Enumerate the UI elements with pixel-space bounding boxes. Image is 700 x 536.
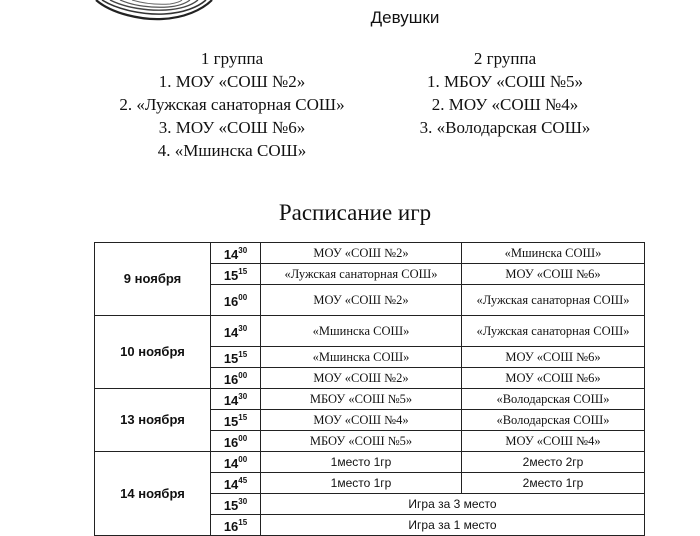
date-cell: 13 ноября xyxy=(95,389,211,452)
final-game-cell: Игра за 1 место xyxy=(261,515,645,536)
team2-cell: «Мшинска СОШ» xyxy=(462,243,645,264)
time-cell: $16^{00}$ xyxy=(211,368,261,389)
time-cell: $14^{45}$ xyxy=(211,473,261,494)
team1-cell: МОУ «СОШ №2» xyxy=(261,243,462,264)
team2-cell: 2место 1гр xyxy=(462,473,645,494)
table-row xyxy=(95,243,645,264)
team2-cell: «Володарская СОШ» xyxy=(462,389,645,410)
team-item: 4. «Мшинска СОШ» xyxy=(157,141,307,160)
team2-cell: МОУ «СОШ №6» xyxy=(462,347,645,368)
team1-cell: МОУ «СОШ №2» xyxy=(261,368,462,389)
team-item: 1. МБОУ «СОШ №5» xyxy=(426,72,584,91)
scribble-graphic xyxy=(92,0,216,22)
table-row xyxy=(95,316,645,347)
date-cell: 10 ноября xyxy=(95,316,211,389)
final-game-cell: Игра за 3 место xyxy=(261,494,645,515)
team1-cell: МБОУ «СОШ №5» xyxy=(261,431,462,452)
team-item: 3. «Володарская СОШ» xyxy=(419,118,591,137)
schedule-table xyxy=(94,242,645,536)
team2-cell: МОУ «СОШ №4» xyxy=(462,431,645,452)
time-cell: $16^{00}$ xyxy=(211,431,261,452)
team1-cell: 1место 1гр xyxy=(261,473,462,494)
team1-cell: «Лужская санаторная СОШ» xyxy=(261,264,462,285)
time-cell: $15^{30}$ xyxy=(211,494,261,515)
table-row xyxy=(95,389,645,410)
time-cell: $16^{00}$ xyxy=(211,285,261,316)
date-cell: 9 ноября xyxy=(95,243,211,316)
time-cell: $15^{15}$ xyxy=(211,264,261,285)
date-cell: 14 ноября xyxy=(95,452,211,536)
time-cell: $15^{15}$ xyxy=(211,347,261,368)
team1-cell: МБОУ «СОШ №5» xyxy=(261,389,462,410)
group-title: 1 группа xyxy=(200,49,264,68)
time-cell: $15^{15}$ xyxy=(211,410,261,431)
time-cell: $14^{30}$ xyxy=(211,316,261,347)
time-cell: $16^{15}$ xyxy=(211,515,261,536)
team2-cell: «Лужская санаторная СОШ» xyxy=(462,285,645,316)
schedule-title: Расписание игр xyxy=(278,200,432,225)
team1-cell: 1место 1гр xyxy=(261,452,462,473)
page-title: Девушки xyxy=(370,8,440,27)
time-cell: $14^{30}$ xyxy=(211,389,261,410)
team-item: 1. МОУ «СОШ №2» xyxy=(158,72,306,91)
team-item: 3. МОУ «СОШ №6» xyxy=(158,118,306,137)
team2-cell: «Володарская СОШ» xyxy=(462,410,645,431)
time-cell: $14^{30}$ xyxy=(211,243,261,264)
table-row xyxy=(95,452,645,473)
team2-cell: МОУ «СОШ №6» xyxy=(462,368,645,389)
time-cell: $14^{00}$ xyxy=(211,452,261,473)
team2-cell: 2место 2гр xyxy=(462,452,645,473)
group-title: 2 группа xyxy=(473,49,537,68)
team-item: 2. МОУ «СОШ №4» xyxy=(431,95,579,114)
group-2-list xyxy=(390,47,620,139)
team-item: 2. «Лужская санаторная СОШ» xyxy=(119,95,345,114)
team2-cell: «Лужская санаторная СОШ» xyxy=(462,316,645,347)
team2-cell: МОУ «СОШ №6» xyxy=(462,264,645,285)
team1-cell: «Мшинска СОШ» xyxy=(261,347,462,368)
team1-cell: МОУ «СОШ №4» xyxy=(261,410,462,431)
group-1-list xyxy=(92,47,372,162)
team1-cell: МОУ «СОШ №2» xyxy=(261,285,462,316)
team1-cell: «Мшинска СОШ» xyxy=(261,316,462,347)
